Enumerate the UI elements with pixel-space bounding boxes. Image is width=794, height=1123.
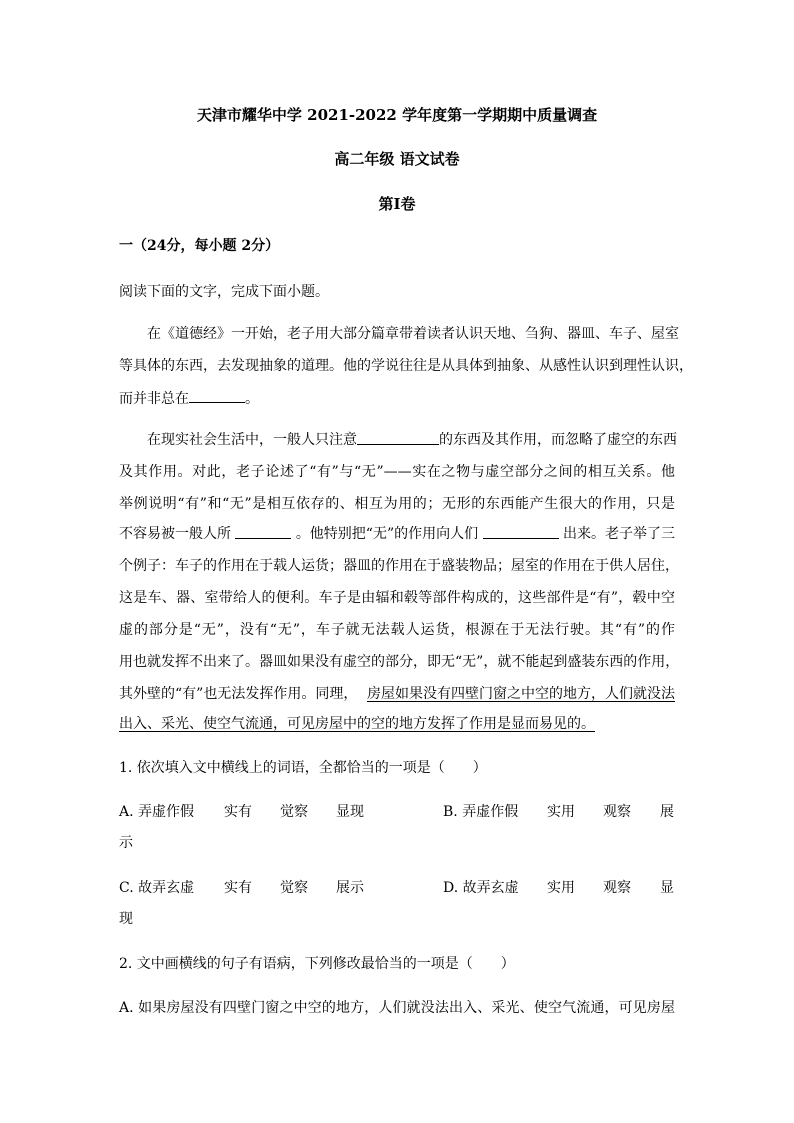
underlined-sentence: 出入、采光、使空气流通，可见房屋中的空的地方发挥了作用是显而易见的。 <box>119 716 595 732</box>
question-2-stem: 2. 文中画横线的句子有语病，下列修改最恰当的一项是（ ） <box>119 956 515 972</box>
passage-text: 出来。老子举了三 <box>562 526 675 542</box>
passage-line: 在《道德经》一开始，老子用大部分篇章带着读者认识天地、刍狗、器皿、车子、屋室 <box>147 326 679 342</box>
option-word: 观察 <box>603 880 631 896</box>
volume-label: 第Ⅰ卷 <box>378 195 416 213</box>
option-word: 示 <box>119 835 133 851</box>
question-1-stem: 1. 依次填入文中横线上的词语，全都恰当的一项是（ ） <box>119 760 487 776</box>
fill-blank <box>235 524 291 539</box>
option-word: 实有 <box>224 804 252 820</box>
passage-line: 等具体的东西，去发现抽象的道理。他的学说往往是从具体到抽象、从感性认识到理性认识， <box>119 358 693 374</box>
option-c: C. 故弄玄虚 <box>119 880 195 896</box>
underlined-sentence: 房屋如果没有四壁门窗之中空的地方，人们就没法 <box>367 686 675 702</box>
passage-line <box>147 430 675 450</box>
passage-text: 其外壁的“有”也无法发挥作用。同理， <box>119 686 358 702</box>
fill-blank <box>483 524 559 539</box>
fill-blank <box>357 430 439 445</box>
passage-line <box>119 388 675 409</box>
option-a: A. 弄虚作假 <box>119 804 195 820</box>
option-d: D. 故弄玄虚 <box>443 880 519 896</box>
option-word: 现 <box>119 911 133 927</box>
passage-line: 举例说明“有”和“无”是相互依存的、相互为用的；无形的东西能产生很大的作用，只是 <box>119 496 675 512</box>
exam-title: 天津市耀华中学 2021-2022 学年度第一学期期中质量调查 <box>196 106 598 124</box>
passage-line: 个例子：车子的作用在于载人运货；器皿的作用在于盛装物品；屋室的作用在于供人居住， <box>119 558 679 574</box>
option-word: 觉察 <box>280 804 308 820</box>
option-b: B. 弄虚作假 <box>443 804 519 820</box>
passage-line <box>119 714 675 734</box>
fill-blank <box>189 388 245 403</box>
option-word: 显 <box>660 880 674 896</box>
passage-text: 在现实社会生活中，一般人只注意 <box>147 432 357 448</box>
passage-line <box>119 684 675 704</box>
option-word: 实用 <box>547 804 575 820</box>
section-heading: 一（24分，每小题 2分） <box>119 238 280 254</box>
option-word: 实用 <box>547 880 575 896</box>
question-2-option-a: A. 如果房屋没有四壁门窗之中空的地方，人们就没法出入、采光、使空气流通，可见房屋 <box>119 1000 675 1016</box>
passage-line: 及其作用。对此，老子论述了“有”与“无”——实在之物与虚空部分之间的相互关系。他 <box>119 464 675 480</box>
passage-text: 。 <box>245 391 259 407</box>
reading-instruction: 阅读下面的文字，完成下面小题。 <box>119 284 329 300</box>
passage-line: 虚的部分是“无”，没有“无”，车子就无法载人运货，根源在于无法行驶。其“有”的作 <box>119 622 675 638</box>
passage-line: 用也就发挥不出来了。器皿如果没有虚空的部分，即无“无”，就不能起到盛装东西的作用， <box>119 654 680 670</box>
option-word: 展示 <box>336 880 364 896</box>
option-word: 展 <box>660 804 674 820</box>
option-word: 觉察 <box>280 880 308 896</box>
option-word: 观察 <box>603 804 631 820</box>
passage-text: 不容易被一般人所 <box>119 526 231 542</box>
passage-line: 这是车、器、室带给人的便利。车子是由辐和毂等部件构成的，这些部件是“有”，毂中空 <box>119 590 675 606</box>
option-word: 实有 <box>224 880 252 896</box>
exam-subtitle: 高二年级 语文试卷 <box>334 150 460 168</box>
option-word: 显现 <box>336 804 364 820</box>
passage-text: 的东西及其作用，而忽略了虚空的东西 <box>439 432 677 448</box>
passage-text: 。他特别把“无”的作用向人们 <box>295 526 479 542</box>
passage-line <box>119 524 675 544</box>
passage-text: 而并非总在 <box>119 391 189 407</box>
